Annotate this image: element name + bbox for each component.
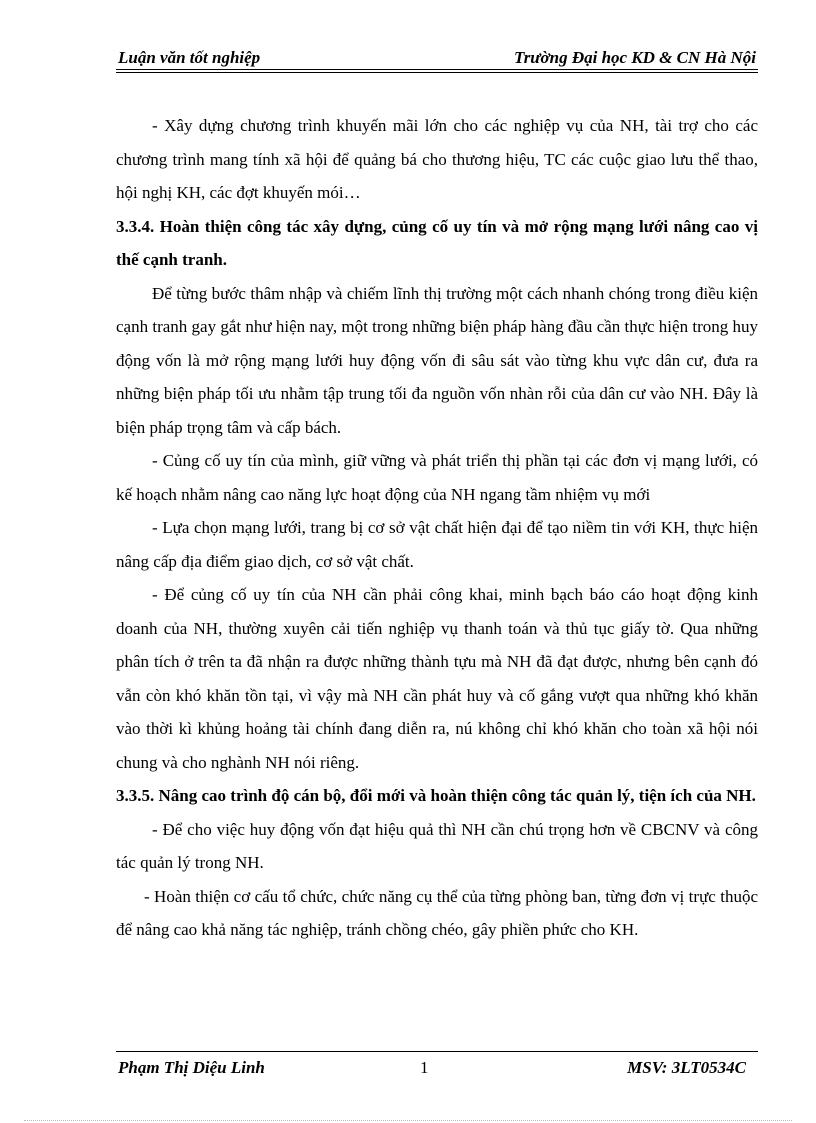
paragraph-transparency: - Để củng cố uy tín của NH cần phải công khai, minh bạch báo cáo hoạt động kinh doanh của NH, thường xuyên cải tiến nghiệp vụ thanh toán và thủ tục giấy tờ. Qua những phân tích ở trên ta đã nhận ra được những thành tựu mà NH đã đạt được, nhưng bên cạnh đó vẫn còn khó khăn tồn tại, vì vậy mà NH cần phát huy và cố gắng vượt qua những khó khăn vào thời kì khủng hoảng tài chính đang diễn ra, nú không chỉ khó khăn cho toàn xã hội nói chung và cho nghành NH nói riêng.: [116, 585, 758, 772]
paragraph-network-selection: - Lựa chọn mạng lưới, trang bị cơ sở vật chất hiện đại để tạo niềm tin với KH, thực hiện nâng cấp địa điểm giao dịch, cơ sở vật chất.: [116, 518, 758, 571]
header-rule-thin: [116, 72, 758, 73]
footer-rule: [116, 1051, 758, 1052]
page-body: [116, 109, 758, 947]
paragraph-staff-focus: - Để cho việc huy động vốn đạt hiệu quả thì NH cần chú trọng hơn về CBCNV và công tác quản lý trong NH.: [116, 819, 758, 872]
page-number: 1: [420, 1058, 429, 1077]
page-edge-dotted-line: [24, 1120, 792, 1121]
section-heading-3-3-4: 3.3.4. Hoàn thiện công tác xây dựng, củng cố uy tín và mở rộng mạng lưới nâng cao vị thế cạnh tranh.: [116, 216, 758, 269]
header-thesis-label: Luận văn tốt nghiệp: [118, 48, 261, 67]
paragraph-organization: - Hoàn thiện cơ cấu tổ chức, chức năng cụ thể của từng phòng ban, từng đơn vị trực thuộc để nâng cao khả năng tác nghiệp, tránh chồng chéo, gây phiền phức cho KH.: [116, 886, 758, 939]
header-university-name: Trường Đại học KD & CN Hà Nội: [513, 48, 756, 67]
footer-author: Phạm Thị Diệu Linh: [118, 1058, 265, 1077]
paragraph-reputation: - Củng cố uy tín của mình, giữ vững và phát triển thị phần tại các đơn vị mạng lưới, có kế hoạch nhằm nâng cao năng lực hoạt động của NH ngang tầm nhiệm vụ mới: [116, 451, 758, 504]
footer-student-id: MSV: 3LT0534C: [627, 1058, 746, 1077]
header-rule: [116, 69, 758, 70]
paragraph-market-penetration: Để từng bước thâm nhập và chiếm lĩnh thị trường một cách nhanh chóng trong điều kiện cạnh tranh gay gắt như hiện nay, một trong những biện pháp hàng đầu cần thực hiện trong huy động vốn là mở rộng mạng lưới huy động vốn đi sâu sát vào từng khu vực dân cư, đưa ra những biện pháp tối ưu nhằm tập trung tối đa nguồn vốn nhàn rỗi của dân cư vào NH. Đây là biện pháp trọng tâm và cấp bách.: [116, 283, 758, 437]
page-header: [116, 44, 758, 70]
section-heading-3-3-5: 3.3.5. Nâng cao trình độ cán bộ, đổi mới và hoàn thiện công tác quản lý, tiện ích của NH.: [116, 786, 756, 805]
page-footer: [116, 1051, 758, 1081]
paragraph-promotion: - Xây dựng chương trình khuyến mãi lớn cho các nghiệp vụ của NH, tài trợ cho các chương trình mang tính xã hội để quảng bá cho thương hiệu, TC các cuộc giao lưu thể thao, hội nghị KH, các đợt khuyến mói…: [116, 116, 758, 202]
